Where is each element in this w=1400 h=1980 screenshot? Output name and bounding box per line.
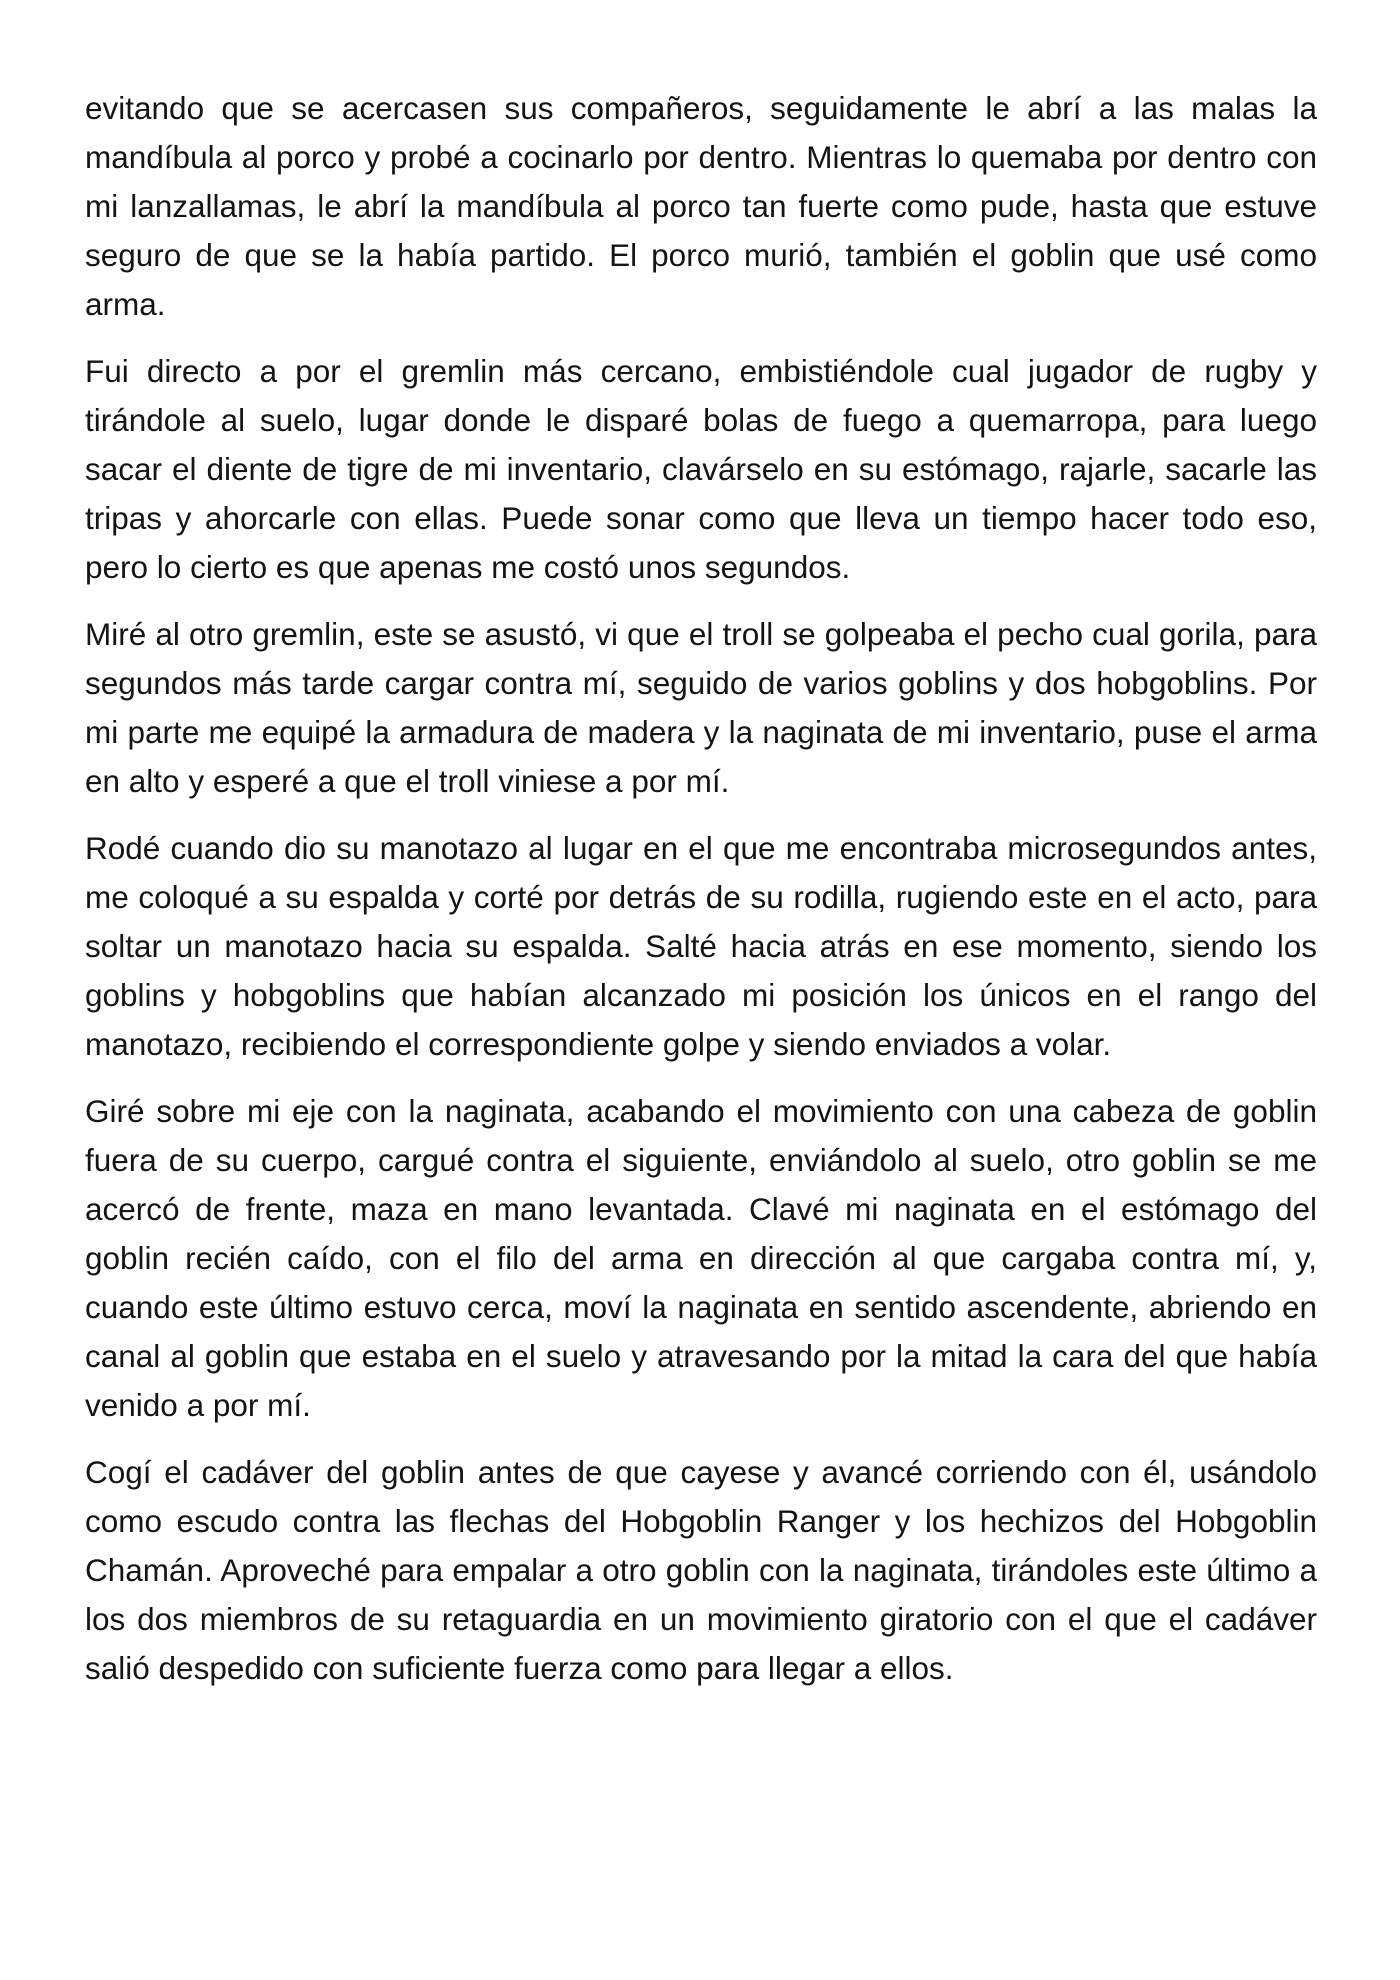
paragraph-5: Giré sobre mi eje con la naginata, acabando el movimiento con una cabeza de goblin fuera de su cuerpo, cargué contra el siguiente, enviándolo al suelo, otro goblin se me acercó de frente, maza en mano levantada. Clavé mi naginata en el estómago del goblin recién caído, con el filo del arma en dirección al que cargaba contra mí, y, cuando este último estuvo cerca, moví la naginata en sentido ascendente, abriendo en canal al goblin que estaba en el suelo y atravesando por la mitad la cara del que había venido a por mí. — [85, 1093, 1317, 1423]
paragraph-1: evitando que se acercasen sus compañeros, seguidamente le abrí a las malas la mandíbula al porco y probé a cocinarlo por dentro. Mientras lo quemaba por dentro con mi lanzallamas, le abrí la mandíbula al porco tan fuerte como pude, hasta que estuve seguro de que se la había partido. El porco murió, también el goblin que usé como arma. — [85, 90, 1317, 322]
paragraph-2: Fui directo a por el gremlin más cercano, embistiéndole cual jugador de rugby y tirándole al suelo, lugar donde le disparé bolas de fuego a quemarropa, para luego sacar el diente de tigre de mi inventario, clavárselo en su estómago, rajarle, sacarle las tripas y ahorcarle con ellas. Puede sonar como que lleva un tiempo hacer todo eso, pero lo cierto es que apenas me costó unos segundos. — [85, 353, 1317, 585]
paragraph-3: Miré al otro gremlin, este se asustó, vi que el troll se golpeaba el pecho cual gorila, para segundos más tarde cargar contra mí, seguido de varios goblins y dos hobgoblins. Por mi parte me equipé la armadura de madera y la naginata de mi inventario, puse el arma en alto y esperé a que el troll viniese a por mí. — [85, 616, 1317, 799]
paragraph-4: Rodé cuando dio su manotazo al lugar en el que me encontraba microsegundos antes, me coloqué a su espalda y corté por detrás de su rodilla, rugiendo este en el acto, para soltar un manotazo hacia su espalda. Salté hacia atrás en ese momento, siendo los goblins y hobgoblins que habían alcanzado mi posición los únicos en el rango del manotazo, recibiendo el correspondiente golpe y siendo enviados a volar. — [85, 830, 1317, 1062]
paragraph-6: Cogí el cadáver del goblin antes de que cayese y avancé corriendo con él, usándolo como escudo contra las flechas del Hobgoblin Ranger y los hechizos del Hobgoblin Chamán. Aproveché para empalar a otro goblin con la naginata, tirándoles este último a los dos miembros de su retaguardia en un movimiento giratorio con el que el cadáver salió despedido con suficiente fuerza como para llegar a ellos. — [85, 1454, 1317, 1686]
document-page — [85, 84, 1317, 1711]
